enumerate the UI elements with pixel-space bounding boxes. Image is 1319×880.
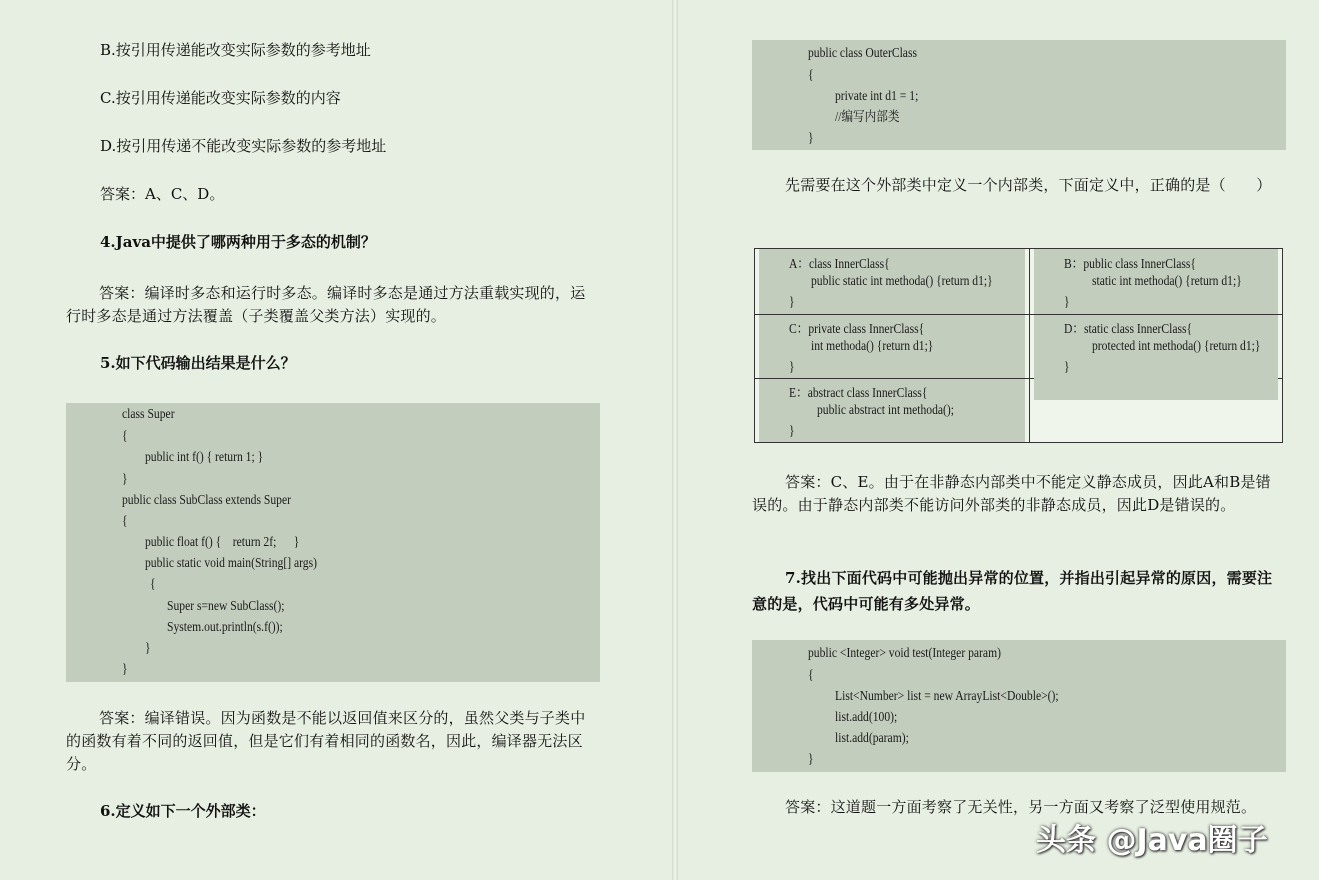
code-line: public class SubClass extends Super [122,492,291,507]
option-c: C.按引用传递能改变实际参数的内容 [100,89,341,107]
code-line: { [122,428,128,443]
options-table [754,248,1283,443]
option-line: E：abstract class InnerClass{ [789,385,928,400]
answer-6: 答案：C、E。由于在非静态内部类中不能定义静态成员，因此A和B是错误的。由于静态内部类不能访问外部类的非静态成员，因此D是错误的。 [752,473,1271,514]
code-line: public int f() { return 1; } [145,449,264,464]
code-line: public class OuterClass [808,45,917,60]
option-line: } [789,423,795,438]
answer-3: 答案：A、C、D。 [100,185,225,203]
code-line: class Super [122,406,175,421]
option-line: static int methoda() {return d1;} [1092,273,1242,288]
code-line: { [122,513,128,528]
option-line: } [789,294,795,309]
question-6: 6.定义如下一个外部类： [100,802,266,820]
code-line: } [122,661,128,676]
option-line: int methoda() {return d1;} [811,338,934,353]
code-block-q7 [752,640,1286,772]
answer-4: 答案：编译时多态和运行时多态。编译时多态是通过方法重载实现的，运行时多态是通过方法覆盖（子类覆盖父类方法）实现的。 [66,284,586,325]
code-line: System.out.println(s.f()); [167,619,283,634]
option-line: } [789,359,795,374]
code-line: List<Number> list = new ArrayList<Double>(); [835,688,1059,703]
answer-5: 答案：编译错误。因为函数是不能以返回值来区分的，虽然父类与子类中的函数有着不同的返回值，但是它们有着相同的函数名，因此，编译器无法区分。 [66,709,586,773]
code-line: public static void main(String[] args) [145,555,317,570]
code-line: public float f() { return 2f; } [145,534,300,549]
option-d-cell [1030,315,1282,400]
option-d: D.按引用传递不能改变实际参数的参考地址 [100,137,387,155]
code-line: list.add(param); [835,730,909,745]
option-b-cell [1030,249,1282,314]
question-6-text: 先需要在这个外部类中定义一个内部类，下面定义中，正确的是（ ） [785,176,1272,194]
code-block-q6 [752,40,1286,150]
code-line: { [808,667,814,682]
option-line: protected int methoda() {return d1;} [1092,338,1261,353]
option-c-cell [755,315,1029,378]
option-line: public abstract int methoda(); [817,402,955,417]
option-b: B.按引用传递能改变实际参数的参考地址 [100,41,371,59]
code-line: list.add(100); [835,709,898,724]
code-line: { [150,576,156,591]
code-line: } [808,751,814,766]
option-line: D：static class InnerClass{ [1064,321,1193,336]
option-line: } [1064,359,1070,374]
code-line: } [808,130,814,145]
watermark: 头条 @Java圈子 [1036,823,1268,858]
code-line: private int d1 = 1; [835,88,919,103]
option-line: C：private class InnerClass{ [789,321,925,336]
option-line: B：public class InnerClass{ [1064,256,1196,271]
code-block-q5 [66,403,600,682]
question-7: 7.找出下面代码中可能抛出异常的位置，并指出引起异常的原因，需要注意的是，代码中可能有多处异常。 [752,569,1273,613]
code-line: //编写内部类 [835,109,900,124]
option-e-cell [755,379,1029,442]
option-a-cell [755,249,1029,314]
option-line: } [1064,294,1070,309]
option-line: public static int methoda() {return d1;} [811,273,993,288]
code-line: } [122,471,128,486]
option-line: A：class InnerClass{ [789,256,890,271]
question-4: 4.Java中提供了哪两种用于多态的机制？ [100,233,376,251]
question-5: 5.如下代码输出结果是什么？ [100,354,296,372]
answer-7: 答案：这道题一方面考察了无关性，另一方面又考察了泛型使用规范。 [785,798,1257,816]
code-line: { [808,67,814,82]
code-line: public <Integer> void test(Integer param) [808,645,1001,660]
code-line: Super s=new SubClass(); [167,598,285,613]
code-line: } [145,640,151,655]
